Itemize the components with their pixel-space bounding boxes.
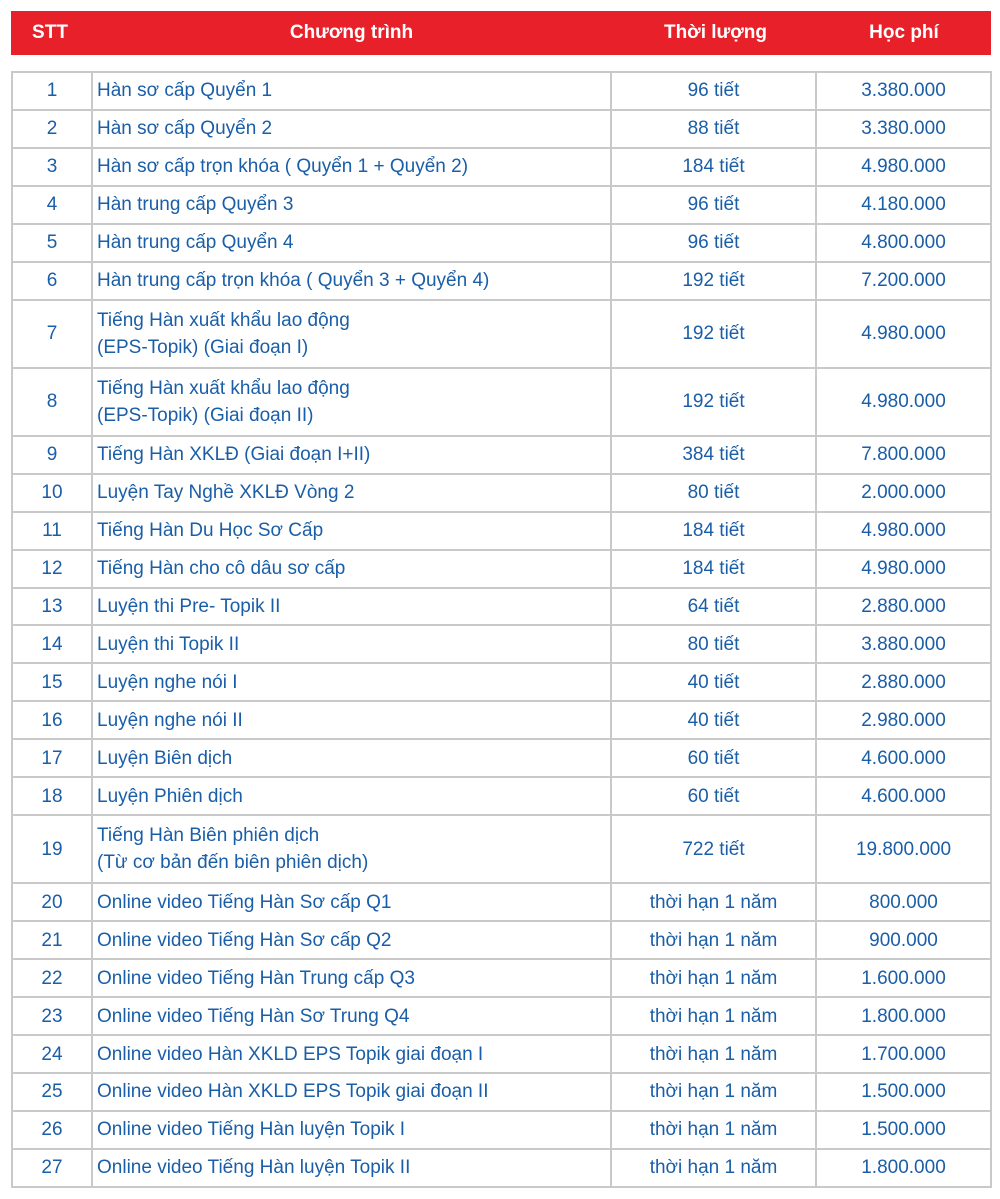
table-header — [11, 11, 991, 55]
program-line: Luyện Tay Nghề XKLĐ Vòng 2 — [97, 482, 355, 504]
row-stt: 23 — [12, 997, 92, 1035]
program-line: Luyện nghe nói I — [97, 671, 238, 693]
program-line: Hàn trung cấp Quyển 4 — [97, 232, 294, 254]
row-stt: 2 — [12, 110, 92, 148]
row-fee: 3.880.000 — [816, 625, 991, 663]
program-line: (Từ cơ bản đến biên phiên dịch) — [97, 852, 369, 874]
row-fee: 7.800.000 — [816, 436, 991, 474]
table-row — [12, 997, 991, 1035]
table-row — [12, 739, 991, 777]
row-fee: 4.980.000 — [816, 300, 991, 368]
row-duration: 192 tiết — [611, 300, 816, 368]
table-row — [12, 625, 991, 663]
row-stt: 26 — [12, 1111, 92, 1149]
row-fee: 3.380.000 — [816, 110, 991, 148]
program-line: Hàn trung cấp Quyển 3 — [97, 194, 294, 216]
table-row — [12, 474, 991, 512]
table-row — [12, 777, 991, 815]
row-duration: thời hạn 1 năm — [611, 921, 816, 959]
row-stt: 24 — [12, 1035, 92, 1073]
row-duration: thời hạn 1 năm — [611, 1111, 816, 1149]
program-line: Hàn sơ cấp trọn khóa ( Quyển 1 + Quyển 2) — [97, 156, 469, 178]
row-fee: 4.980.000 — [816, 512, 991, 550]
row-program — [92, 921, 611, 959]
row-stt: 7 — [12, 300, 92, 368]
program-line: Online video Tiếng Hàn Sơ Trung Q4 — [97, 1005, 410, 1027]
row-stt: 20 — [12, 883, 92, 921]
row-stt: 9 — [12, 436, 92, 474]
program-line: Online video Tiếng Hàn Trung cấp Q3 — [97, 967, 415, 989]
row-fee: 2.000.000 — [816, 474, 991, 512]
row-fee: 19.800.000 — [816, 815, 991, 883]
row-fee: 7.200.000 — [816, 262, 991, 300]
row-program — [92, 1149, 611, 1187]
row-duration: thời hạn 1 năm — [611, 883, 816, 921]
row-stt: 21 — [12, 921, 92, 959]
table-row — [12, 663, 991, 701]
row-fee: 4.980.000 — [816, 148, 991, 186]
row-program — [92, 739, 611, 777]
row-fee: 2.880.000 — [816, 663, 991, 701]
row-duration: 96 tiết — [611, 224, 816, 262]
row-fee: 4.180.000 — [816, 186, 991, 224]
table-row — [12, 72, 991, 110]
row-stt: 16 — [12, 701, 92, 739]
row-stt: 18 — [12, 777, 92, 815]
row-fee: 4.600.000 — [816, 739, 991, 777]
table-row — [12, 921, 991, 959]
header-program: Chương trình — [289, 22, 414, 43]
row-fee: 1.700.000 — [816, 1035, 991, 1073]
row-duration: 80 tiết — [611, 474, 816, 512]
row-program — [92, 1111, 611, 1149]
row-program — [92, 883, 611, 921]
row-duration: thời hạn 1 năm — [611, 959, 816, 997]
row-program — [92, 777, 611, 815]
row-stt: 5 — [12, 224, 92, 262]
row-program — [92, 300, 611, 368]
row-stt: 14 — [12, 625, 92, 663]
program-line: Tiếng Hàn XKLĐ (Giai đoạn I+II) — [97, 444, 371, 466]
table-row — [12, 588, 991, 626]
row-duration: 184 tiết — [611, 148, 816, 186]
table-row — [12, 186, 991, 224]
row-program — [92, 262, 611, 300]
program-line: Tiếng Hàn cho cô dâu sơ cấp — [97, 558, 346, 580]
row-fee: 800.000 — [816, 883, 991, 921]
row-stt: 11 — [12, 512, 92, 550]
row-duration: 80 tiết — [611, 625, 816, 663]
row-fee: 1.800.000 — [816, 997, 991, 1035]
tuition-table — [11, 71, 992, 1188]
row-stt: 12 — [12, 550, 92, 588]
row-program — [92, 224, 611, 262]
row-program — [92, 588, 611, 626]
program-line: Tiếng Hàn xuất khẩu lao động — [97, 309, 350, 331]
row-duration: 184 tiết — [611, 550, 816, 588]
table-row — [12, 1035, 991, 1073]
row-stt: 19 — [12, 815, 92, 883]
row-duration: 64 tiết — [611, 588, 816, 626]
row-stt: 4 — [12, 186, 92, 224]
row-program — [92, 625, 611, 663]
row-stt: 3 — [12, 148, 92, 186]
row-duration: 40 tiết — [611, 701, 816, 739]
row-duration: 96 tiết — [611, 72, 816, 110]
program-line: Online video Hàn XKLD EPS Topik giai đoạn II — [97, 1081, 489, 1103]
row-program — [92, 368, 611, 436]
row-program — [92, 959, 611, 997]
row-duration: 384 tiết — [611, 436, 816, 474]
row-stt: 13 — [12, 588, 92, 626]
row-duration: thời hạn 1 năm — [611, 1149, 816, 1187]
row-fee: 4.600.000 — [816, 777, 991, 815]
row-stt: 6 — [12, 262, 92, 300]
table-row — [12, 110, 991, 148]
table-row — [12, 815, 991, 883]
table-row — [12, 1149, 991, 1187]
row-fee: 900.000 — [816, 921, 991, 959]
row-stt: 8 — [12, 368, 92, 436]
row-program — [92, 550, 611, 588]
row-duration: thời hạn 1 năm — [611, 1073, 816, 1111]
program-line: Luyện Biên dịch — [97, 747, 233, 769]
program-line: Tiếng Hàn Du Học Sơ Cấp — [97, 520, 324, 542]
program-line: Hàn sơ cấp Quyển 1 — [97, 80, 273, 102]
row-duration: 88 tiết — [611, 110, 816, 148]
row-duration: thời hạn 1 năm — [611, 997, 816, 1035]
program-line: Online video Tiếng Hàn Sơ cấp Q1 — [97, 891, 392, 913]
row-program — [92, 72, 611, 110]
row-fee: 4.800.000 — [816, 224, 991, 262]
program-line: Hàn trung cấp trọn khóa ( Quyển 3 + Quyển 4) — [97, 270, 490, 292]
program-line: Online video Hàn XKLD EPS Topik giai đoạn I — [97, 1043, 484, 1065]
table-row — [12, 368, 991, 436]
program-line: Online video Tiếng Hàn luyện Topik I — [97, 1119, 406, 1141]
row-fee: 4.980.000 — [816, 368, 991, 436]
table-row — [12, 1111, 991, 1149]
row-program — [92, 1035, 611, 1073]
row-fee: 1.500.000 — [816, 1073, 991, 1111]
row-fee: 1.800.000 — [816, 1149, 991, 1187]
row-fee: 4.980.000 — [816, 550, 991, 588]
row-fee: 1.500.000 — [816, 1111, 991, 1149]
row-stt: 25 — [12, 1073, 92, 1111]
row-stt: 22 — [12, 959, 92, 997]
program-line: Online video Tiếng Hàn luyện Topik II — [97, 1157, 411, 1179]
program-line: Luyện thi Topik II — [97, 633, 240, 655]
row-duration: 96 tiết — [611, 186, 816, 224]
row-program — [92, 701, 611, 739]
program-line: (EPS-Topik) (Giai đoạn II) — [97, 404, 314, 426]
row-program — [92, 1073, 611, 1111]
program-line: Luyện Phiên dịch — [97, 785, 243, 807]
row-duration: 722 tiết — [611, 815, 816, 883]
header-duration: Thời lượng — [663, 22, 768, 43]
row-program — [92, 815, 611, 883]
table-row — [12, 300, 991, 368]
row-duration: 60 tiết — [611, 739, 816, 777]
tuition-table-body — [12, 72, 991, 1187]
row-fee: 2.880.000 — [816, 588, 991, 626]
header-fee: Học phí — [869, 22, 939, 43]
row-stt: 17 — [12, 739, 92, 777]
table-row — [12, 883, 991, 921]
program-line: Tiếng Hàn xuất khẩu lao động — [97, 377, 350, 399]
row-duration: 40 tiết — [611, 663, 816, 701]
program-line: Tiếng Hàn Biên phiên dịch — [97, 825, 320, 847]
row-stt: 1 — [12, 72, 92, 110]
program-line: (EPS-Topik) (Giai đoạn I) — [97, 336, 309, 358]
row-program — [92, 436, 611, 474]
row-program — [92, 186, 611, 224]
table-row — [12, 959, 991, 997]
header-stt: STT — [32, 22, 68, 43]
program-line: Luyện nghe nói II — [97, 709, 243, 731]
row-stt: 15 — [12, 663, 92, 701]
program-line: Hàn sơ cấp Quyển 2 — [97, 118, 273, 140]
table-row — [12, 701, 991, 739]
row-fee: 2.980.000 — [816, 701, 991, 739]
row-duration: 60 tiết — [611, 777, 816, 815]
table-row — [12, 512, 991, 550]
row-program — [92, 148, 611, 186]
row-duration: 192 tiết — [611, 262, 816, 300]
table-row — [12, 148, 991, 186]
row-duration: 192 tiết — [611, 368, 816, 436]
row-fee: 1.600.000 — [816, 959, 991, 997]
row-program — [92, 474, 611, 512]
row-program — [92, 110, 611, 148]
table-row — [12, 550, 991, 588]
row-program — [92, 512, 611, 550]
row-duration: 184 tiết — [611, 512, 816, 550]
row-program — [92, 663, 611, 701]
table-row — [12, 436, 991, 474]
row-stt: 27 — [12, 1149, 92, 1187]
row-stt: 10 — [12, 474, 92, 512]
row-duration: thời hạn 1 năm — [611, 1035, 816, 1073]
table-row — [12, 224, 991, 262]
table-row — [12, 262, 991, 300]
row-fee: 3.380.000 — [816, 72, 991, 110]
program-line: Online video Tiếng Hàn Sơ cấp Q2 — [97, 929, 392, 951]
row-program — [92, 997, 611, 1035]
table-row — [12, 1073, 991, 1111]
program-line: Luyện thi Pre- Topik II — [97, 596, 281, 617]
